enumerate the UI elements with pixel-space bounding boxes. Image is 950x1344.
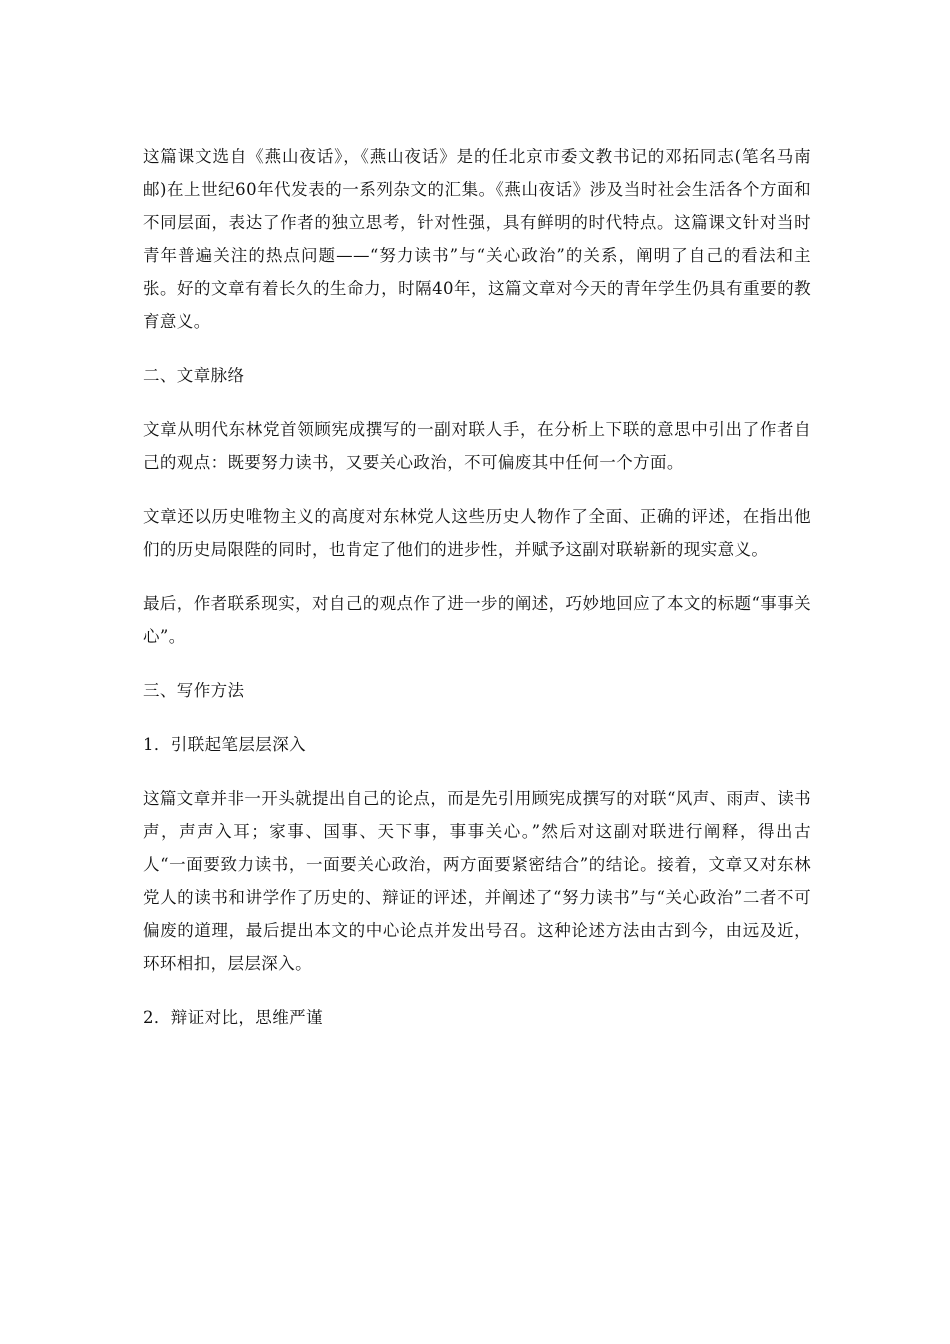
section-heading-writing-method: 三、写作方法 [143,681,245,700]
structure-paragraph-2: 文章还以历史唯物主义的高度对东林党人这些历史人物作了全面、正确的评述，在指出他们的历史局限陛的同时，也肯定了他们的进步性，并赋予这副对联崭新的现实意义。 [143,507,811,559]
structure-paragraph-3: 最后，作者联系现实，对自己的观点作了进一步的阐述，巧妙地回应了本文的标题“事事关心”。 [143,594,811,646]
method-1-paragraph: 这篇文章并非一开头就提出自己的论点，而是先引用顾宪成撰写的对联“风声、雨声、读书声，声声入耳；家事、国事、天下事，事事关心。”然后对这副对联进行阐释，得出古人“一面要致力读书，一面要关心政治，两方面要紧密结合”的结论。接着，文章又对东林党人的读书和讲学作了历史的、辩证的评述，并阐述了“努力读书”与“关心政治”二者不可偏废的道理，最后提出本文的中心论点并发出号召。这种论述方法由古到今，由远及近，环环相扣，层层深入。 [143,789,811,973]
intro-paragraph: 这篇课文选自《燕山夜话》，《燕山夜话》是的任北京市委文教书记的邓拓同志(笔名马南邮)在上世纪60年代发表的一系列杂文的汇集。《燕山夜话》涉及当时社会生活各个方面和不同层面，表达了作者的独立思考，针对性强，具有鲜明的时代特点。这篇课文针对当时青年普遍关注的热点问题——“努力读书”与“关心政治”的关系，阐明了自己的看法和主张。好的文章有着长久的生命力，时隔40年，这篇文章对今天的青年学生仍具有重要的教育意义。 [143,147,811,331]
structure-paragraph-1: 文章从明代东林党首领顾宪成撰写的一副对联人手，在分析上下联的意思中引出了作者自己的观点：既要努力读书，又要关心政治，不可偏废其中任何一个方面。 [143,420,811,472]
subheading-method-1: 1．引联起笔层层深入 [143,735,306,754]
section-heading-structure: 二、文章脉络 [143,366,245,385]
document-page [143,140,811,1055]
subheading-method-2: 2．辩证对比，思维严谨 [143,1008,323,1027]
